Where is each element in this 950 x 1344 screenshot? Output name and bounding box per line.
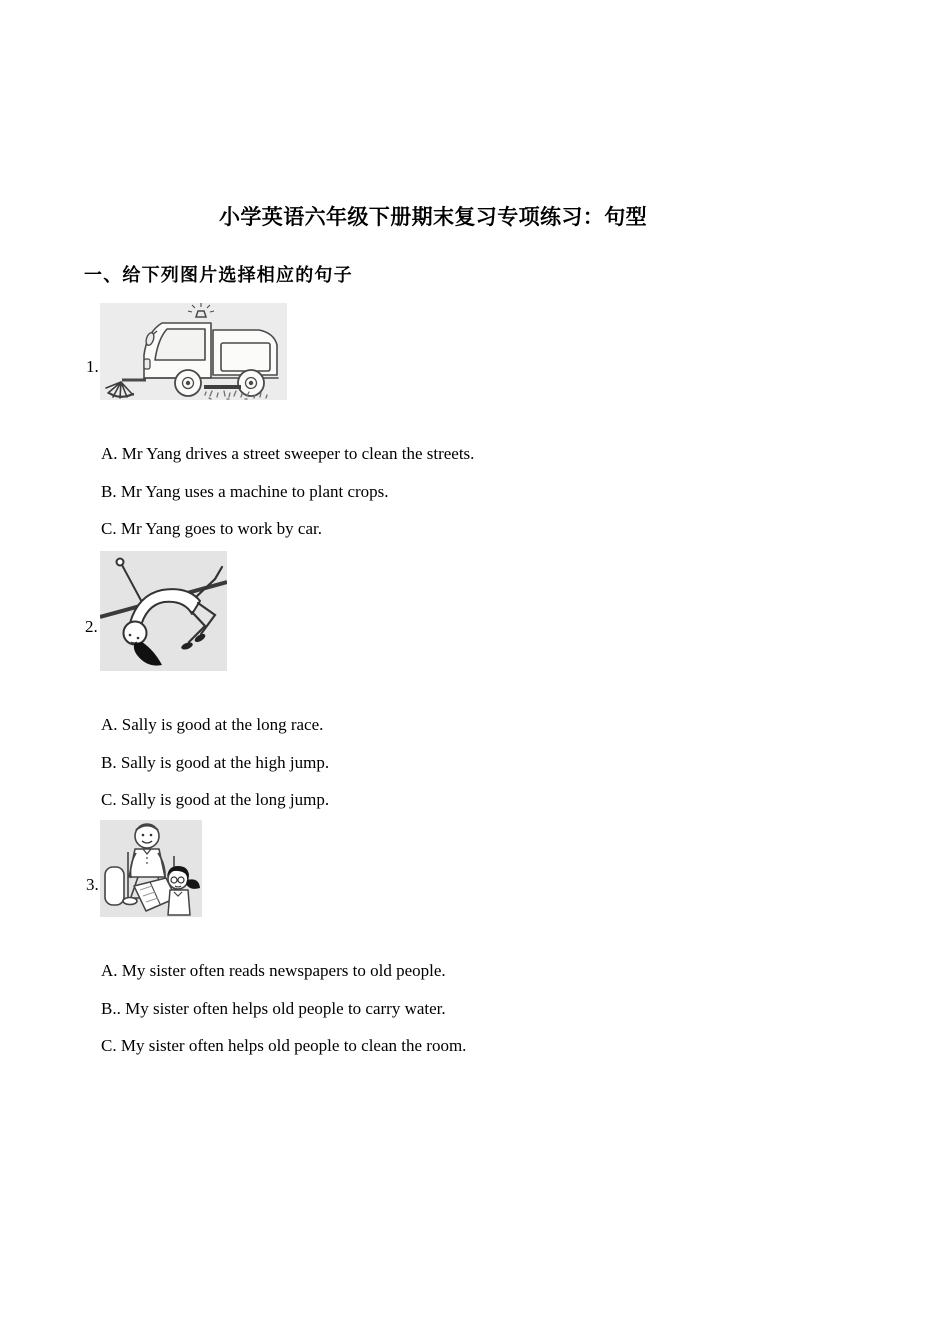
question-3-option-b: B.. My sister often helps old people to carry water. [101, 999, 446, 1018]
question-3-option-a: A. My sister often reads newspapers to old people. [101, 961, 446, 980]
question-2-option-a: A. Sally is good at the long race. [101, 715, 324, 734]
question-3-image [100, 820, 202, 917]
question-3-option-c: C. My sister often helps old people to clean the room. [101, 1036, 467, 1055]
reading-to-elder-illustration [100, 820, 202, 917]
question-2-number: 2. [85, 617, 98, 636]
question-1-option-a: A. Mr Yang drives a street sweeper to clean the streets. [101, 444, 475, 463]
question-2-option-b: B. Sally is good at the high jump. [101, 753, 330, 772]
question-1-number: 1. [86, 357, 99, 376]
question-1-image [100, 303, 287, 400]
page-title: 小学英语六年级下册期末复习专项练习：句型 [219, 205, 647, 229]
question-1-option-c: C. Mr Yang goes to work by car. [101, 519, 322, 538]
question-2-option-c: C. Sally is good at the long jump. [101, 790, 330, 809]
section-heading: 一、给下列图片选择相应的句子 [84, 265, 353, 285]
question-1-option-b: B. Mr Yang uses a machine to plant crops. [101, 482, 389, 501]
high-jump-illustration [100, 551, 227, 671]
street-sweeper-truck-illustration [100, 303, 287, 400]
question-3-number: 3. [86, 875, 99, 894]
question-2-image [100, 551, 227, 671]
